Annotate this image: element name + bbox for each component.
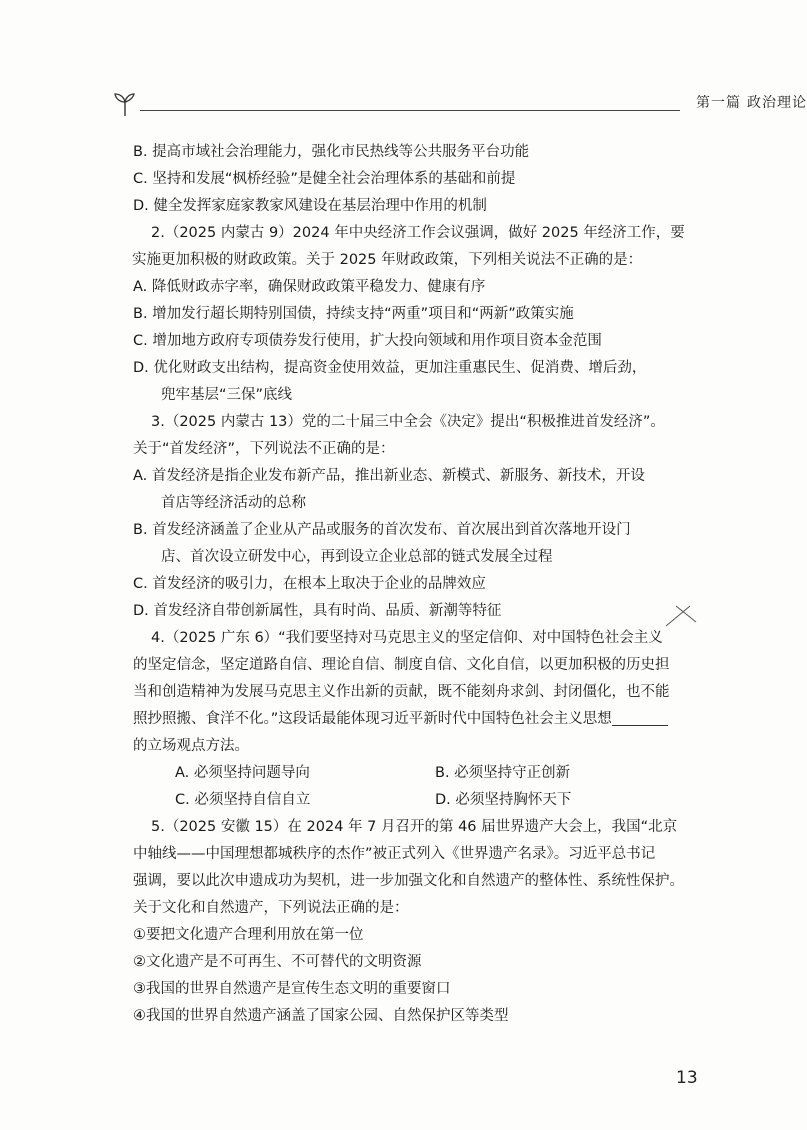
- q5-item-4: ④我国的世界自然遗产涵盖了国家公园、自然保护区等类型: [133, 1007, 509, 1024]
- q4-stem-line4-text: 照抄照搬、食洋不化。”这段话最能体现习近平新时代中国特色社会主义思想: [133, 710, 612, 727]
- q5-stem-line1: 5.（2025 安徽 15）在 2024 年 7 月召开的第 46 届世界遗产大会上，我国“北京: [151, 818, 678, 835]
- q2-option-a: A. 降低财政赤字率，确保财政政策平稳发力、健康有序: [133, 278, 486, 295]
- header-rule: [140, 110, 680, 111]
- q3-option-a: A. 首发经济是指企业发布新产品，推出新业态、新模式、新服务、新技术，开设: [133, 467, 645, 484]
- q3-stem-line1: 3.（2025 内蒙古 13）党的二十届三中全会《决定》提出“积极推进首发经济”。: [151, 413, 665, 430]
- q2-stem-line1: 2.（2025 内蒙古 9）2024 年中央经济工作会议强调，做好 2025 年经济工作，要: [151, 224, 685, 241]
- q5-stem-line4: 关于文化和自然遗产，下列说法正确的是：: [133, 899, 409, 916]
- q3-stem-line2: 关于“首发经济”，下列说法不正确的是：: [133, 440, 395, 457]
- sprout-icon: [110, 90, 140, 120]
- page-number: 13: [676, 1068, 698, 1088]
- q4-options-row2: [133, 786, 733, 813]
- q2-option-c: C. 增加地方政府专项债券发行使用，扩大投向领域和用作项目资本金范围: [133, 332, 602, 349]
- q4-stem-line1: 4.（2025 广东 6）“我们要坚持对马克思主义的坚定信仰、对中国特色社会主义: [151, 629, 663, 646]
- q5-stem-line2: 中轴线——中国理想都城秩序的杰作”被正式列入《世界遗产名录》。习近平总书记: [133, 845, 656, 862]
- q5-item-2: ②文化遗产是不可再生、不可替代的文明资源: [133, 953, 422, 970]
- q4-options-row1: [133, 759, 733, 786]
- q3-option-a-cont: 首店等经济活动的总称: [161, 494, 306, 511]
- header-section: 政治理论: [747, 95, 807, 111]
- header-part: 第一篇: [696, 95, 741, 111]
- main-content: [133, 138, 733, 1029]
- q3-option-d: D. 首发经济自带创新属性，具有时尚、品质、新潮等特征: [133, 602, 502, 619]
- q4-option-d: D. 必须坚持胸怀天下: [435, 791, 572, 808]
- q4-stem-line5: 的立场观点方法。: [133, 737, 249, 754]
- q4-stem-line4: [133, 705, 733, 732]
- q2-stem-line2: 实施更加积极的财政政策。关于 2025 年财政政策，下列相关说法不正确的是：: [132, 251, 643, 268]
- q3-option-c: C. 首发经济的吸引力，在根本上取决于企业的品牌效应: [133, 575, 486, 592]
- q5-item-3: ③我国的世界自然遗产是宣传生态文明的重要窗口: [133, 980, 451, 997]
- q4-stem-line2: 的坚定信念，坚定道路自信、理论自信、制度自信、文化自信，以更加积极的历史担: [133, 656, 670, 673]
- q5-stem-line3: 强调，要以此次申遗成功为契机，进一步加强文化和自然遗产的整体性、系统性保护。: [133, 872, 684, 889]
- q1-option-c: C. 坚持和发展“枫桥经验”是健全社会治理体系的基础和前提: [133, 170, 516, 187]
- pen-mark-icon: [662, 600, 702, 630]
- q2-option-d: D. 优化财政支出结构，提高资金使用效益，更加注重惠民生、促消费、增后劲，: [133, 359, 647, 376]
- q3-option-b-cont: 店、首次设立研发中心，再到设立企业总部的链式发展全过程: [161, 548, 553, 565]
- q4-option-c: C. 必须坚持自信自立: [175, 791, 311, 808]
- q4-option-b: B. 必须坚持守正创新: [435, 764, 571, 781]
- q4-option-a: A. 必须坚持问题导向: [175, 764, 310, 781]
- q1-option-b: B. 提高市域社会治理能力，强化市民热线等公共服务平台功能: [133, 143, 530, 160]
- answer-blank: [612, 711, 668, 726]
- page-header: [110, 90, 807, 120]
- q3-option-b: B. 首发经济涵盖了企业从产品或服务的首次发布、首次展出到首次落地开设门: [133, 521, 631, 538]
- q2-option-b: B. 增加发行超长期特别国债，持续支持“两重”项目和“两新”政策实施: [133, 305, 574, 322]
- q4-stem-line3: 当和创造精神为发展马克思主义作出新的贡献，既不能刻舟求剑、封闭僵化，也不能: [133, 683, 670, 700]
- q1-option-d: D. 健全发挥家庭家教家风建设在基层治理中作用的机制: [133, 197, 487, 214]
- header-title: [690, 92, 807, 112]
- q5-item-1: ①要把文化遗产合理利用放在第一位: [133, 926, 364, 943]
- q2-option-d-cont: 兜牢基层“三保”底线: [161, 386, 293, 403]
